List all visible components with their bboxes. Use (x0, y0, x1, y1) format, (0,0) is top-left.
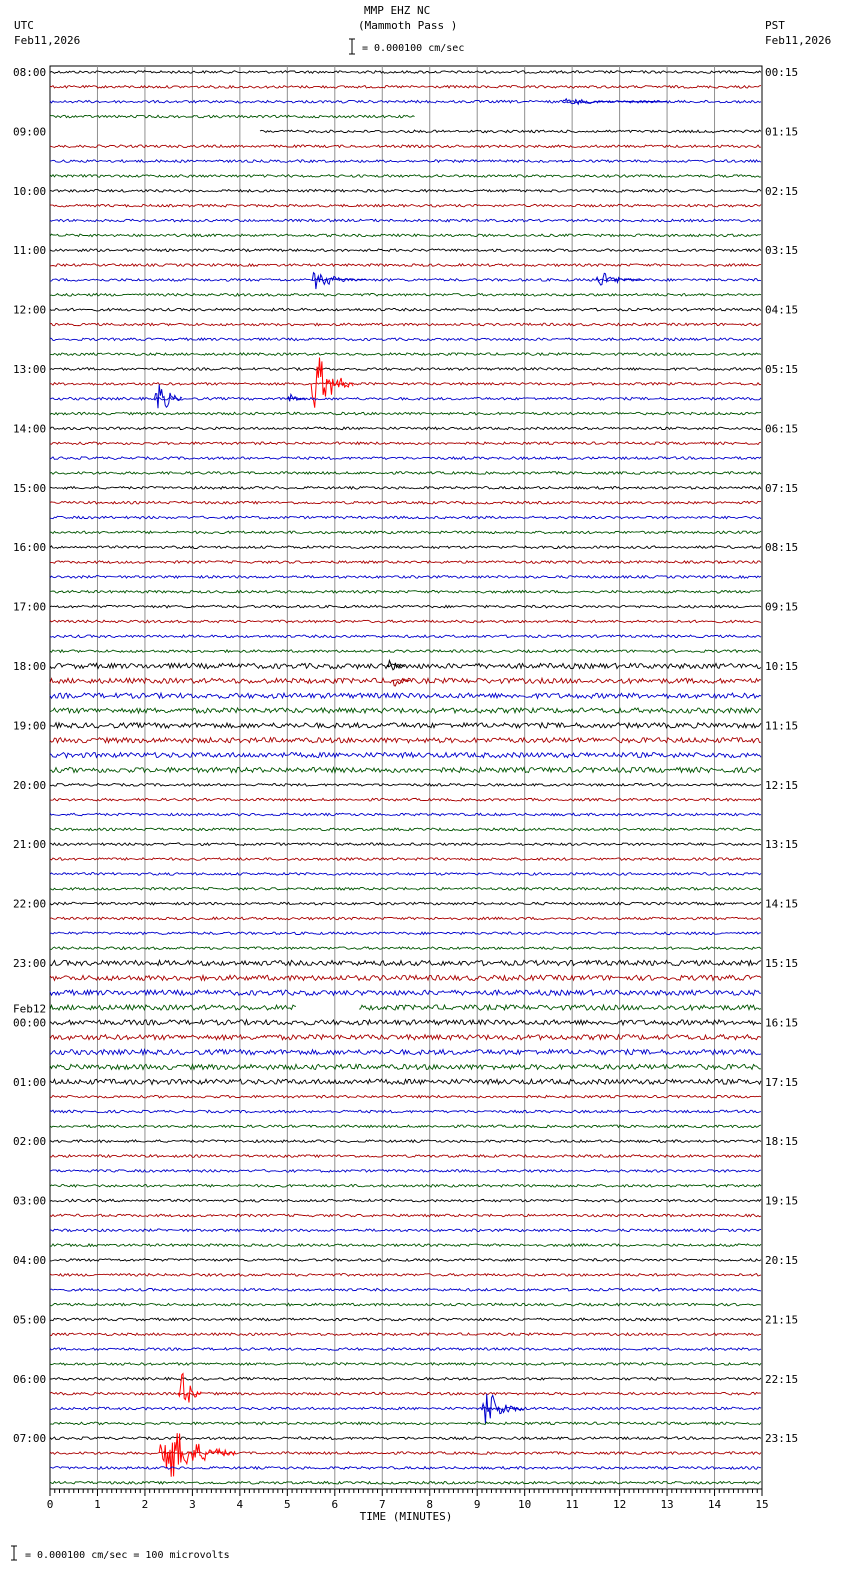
trace-line (50, 1079, 761, 1084)
trace-line (50, 294, 761, 297)
trace-line (50, 308, 761, 311)
event-waveform (311, 273, 367, 289)
trace-line (50, 990, 761, 995)
utc-hour-label: 10:00 (13, 184, 47, 198)
trace-line (50, 1035, 761, 1040)
pst-hour-label: 12:15 (765, 778, 799, 792)
pst-hour-label: 22:15 (765, 1372, 799, 1386)
trace-line (50, 368, 761, 371)
x-tick-label: 1 (94, 1498, 101, 1511)
trace-line (50, 708, 761, 713)
utc-hour-label: 14:00 (13, 422, 47, 436)
trace-line (50, 1095, 761, 1098)
event-waveform (287, 394, 305, 401)
utc-hour-label: 21:00 (13, 838, 47, 852)
pst-hour-label: 11:15 (765, 719, 799, 733)
trace-line (50, 501, 761, 504)
event-waveform (159, 1433, 235, 1477)
utc-date-label: Feb12 (13, 1002, 47, 1016)
x-tick-label: 15 (755, 1498, 769, 1511)
x-tick-label: 8 (426, 1498, 434, 1511)
trace-line (50, 1348, 761, 1351)
trace-line (50, 858, 761, 861)
trace-line (50, 591, 761, 594)
pst-hour-label: 01:15 (765, 125, 799, 139)
utc-hour-label: 22:00 (13, 897, 47, 911)
utc-hour-label: 18:00 (13, 660, 47, 673)
trace-line (50, 1170, 761, 1173)
trace-line (50, 902, 761, 905)
event-waveform (178, 1374, 201, 1403)
x-tick-label: 6 (331, 1498, 339, 1511)
trace-line (50, 693, 761, 698)
trace-line (50, 1050, 761, 1055)
x-axis-label: TIME (MINUTES) (359, 1510, 453, 1523)
trace-line (50, 1199, 761, 1202)
utc-hour-label: 01:00 (13, 1075, 47, 1089)
utc-hour-label: 02:00 (13, 1135, 47, 1149)
station-title: MMP EHZ NC (364, 4, 431, 17)
trace-line (50, 620, 761, 623)
pst-hour-label: 08:15 (765, 541, 799, 555)
pst-hour-label: 18:15 (765, 1135, 799, 1149)
trace-line (50, 932, 761, 935)
trace-line (50, 338, 761, 341)
utc-hour-label: 08:00 (13, 66, 47, 79)
trace-line (50, 1244, 761, 1247)
trace-line (50, 1303, 761, 1306)
trace-line (50, 1452, 761, 1455)
trace-line (50, 487, 761, 490)
pst-hour-label: 09:15 (765, 600, 799, 614)
trace-line (50, 798, 761, 801)
right-date: Feb11,2026 (765, 34, 832, 47)
x-tick-label: 11 (565, 1498, 579, 1511)
x-tick-label: 10 (518, 1498, 532, 1511)
x-tick-label: 4 (236, 1498, 244, 1511)
trace-line (50, 1110, 761, 1113)
trace-line (50, 531, 761, 534)
trace-line (50, 249, 761, 252)
x-tick-label: 12 (612, 1498, 627, 1511)
pst-hour-label: 05:15 (765, 363, 799, 376)
trace-line (50, 204, 761, 207)
trace-line (50, 1274, 761, 1277)
trace-line (50, 219, 761, 222)
pst-hour-label: 10:15 (765, 660, 799, 673)
trace-line (50, 1407, 761, 1410)
trace-line (50, 1125, 761, 1128)
trace-line (50, 753, 761, 758)
pst-hour-label: 21:15 (765, 1313, 799, 1327)
pst-hour-label: 17:15 (765, 1075, 799, 1089)
pst-hour-label: 13:15 (765, 838, 799, 852)
utc-hour-label: 06:00 (13, 1372, 47, 1386)
trace-line (50, 1064, 761, 1069)
trace-line (50, 457, 761, 460)
pst-hour-label: 15:15 (765, 957, 799, 970)
x-tick-label: 7 (378, 1498, 386, 1511)
trace-line (50, 234, 761, 237)
trace-line (50, 1392, 761, 1395)
utc-hour-label: 12:00 (13, 303, 47, 317)
trace-line (50, 975, 761, 980)
trace-line (50, 678, 761, 683)
trace-line (50, 279, 761, 282)
trace-line (50, 873, 761, 876)
pst-hour-label: 00:15 (765, 66, 799, 79)
trace-line (50, 412, 761, 415)
utc-hour-label: 23:00 (13, 957, 47, 970)
x-tick-label: 5 (284, 1498, 291, 1511)
pst-hour-label: 16:15 (765, 1016, 799, 1030)
utc-hour-label: 00:00 (13, 1016, 47, 1030)
utc-hour-label: 11:00 (13, 244, 47, 258)
trace-line (50, 546, 761, 549)
trace-line (50, 160, 761, 163)
trace-line (50, 1378, 761, 1381)
utc-hour-label: 19:00 (13, 719, 47, 733)
utc-hour-label: 07:00 (13, 1432, 47, 1446)
trace-line (50, 71, 761, 74)
trace-line (50, 1259, 761, 1262)
trace-line (50, 1333, 761, 1336)
trace-line (50, 738, 761, 743)
trace-line (50, 1005, 761, 1010)
utc-hour-label: 17:00 (13, 600, 47, 614)
pst-hour-label: 04:15 (765, 303, 799, 317)
trace-line (50, 175, 761, 178)
trace-line (50, 516, 761, 519)
trace-line (50, 723, 761, 728)
trace-line (50, 650, 761, 653)
trace-line (50, 472, 761, 475)
x-tick-label: 14 (707, 1498, 722, 1511)
utc-hour-label: 13:00 (13, 363, 47, 376)
trace-line (50, 784, 761, 787)
utc-hour-label: 20:00 (13, 778, 47, 792)
trace-line (50, 888, 761, 891)
trace-line (50, 767, 761, 772)
trace-line (50, 442, 761, 445)
trace-line (50, 828, 761, 831)
utc-hour-label: 09:00 (13, 125, 47, 139)
event-waveform (387, 661, 405, 670)
trace-line (50, 960, 761, 965)
trace-line (50, 605, 761, 608)
station-location: (Mammoth Pass ) (358, 19, 458, 32)
trace-line (50, 1288, 761, 1291)
utc-hour-label: 03:00 (13, 1194, 47, 1208)
trace-line (50, 1214, 761, 1217)
pst-hour-label: 02:15 (765, 184, 799, 198)
trace-line (50, 1185, 761, 1188)
x-tick-label: 0 (46, 1498, 54, 1511)
trace-line (50, 947, 761, 950)
right-timezone: PST (765, 19, 785, 32)
trace-line (50, 1482, 761, 1485)
pst-hour-label: 19:15 (765, 1194, 799, 1208)
trace-line (50, 843, 761, 846)
pst-hour-label: 06:15 (765, 422, 799, 436)
trace-line (50, 1467, 761, 1470)
trace-line (50, 383, 761, 386)
trace-line (50, 1363, 761, 1366)
trace-line (50, 190, 761, 193)
trace-line (50, 1229, 761, 1232)
utc-hour-label: 05:00 (13, 1313, 47, 1327)
trace-line (50, 813, 761, 816)
trace-line (50, 561, 761, 564)
left-timezone: UTC (14, 19, 34, 32)
trace-line (50, 1437, 761, 1440)
trace-line (50, 635, 761, 638)
trace-line (50, 1020, 761, 1025)
trace-line (50, 86, 761, 89)
left-date: Feb11,2026 (14, 34, 81, 47)
x-tick-label: 9 (473, 1498, 481, 1511)
trace-line (50, 1318, 761, 1321)
x-tick-label: 3 (189, 1498, 196, 1511)
utc-hour-label: 16:00 (13, 541, 47, 555)
trace-line (50, 264, 761, 267)
trace-line (50, 1422, 761, 1425)
footer-scale-text: = 0.000100 cm/sec = 100 microvolts (25, 1550, 230, 1561)
trace-line (50, 663, 761, 668)
trace-line (50, 427, 761, 430)
trace-line (50, 323, 761, 326)
event-waveform (154, 385, 182, 409)
trace-line (50, 576, 761, 579)
x-tick-label: 2 (141, 1498, 149, 1511)
trace-line (50, 1155, 761, 1158)
pst-hour-label: 07:15 (765, 481, 799, 495)
utc-hour-label: 15:00 (13, 481, 47, 495)
trace-line (50, 353, 761, 356)
pst-hour-label: 23:15 (765, 1432, 799, 1446)
x-tick-label: 13 (660, 1498, 674, 1511)
scale-text: = 0.000100 cm/sec (362, 43, 465, 54)
trace-line (50, 145, 761, 148)
trace-line (50, 917, 761, 920)
pst-hour-label: 03:15 (765, 244, 799, 258)
pst-hour-label: 14:15 (765, 897, 799, 911)
trace-line (50, 115, 415, 118)
pst-hour-label: 20:15 (765, 1254, 799, 1267)
utc-hour-label: 04:00 (13, 1254, 47, 1267)
trace-line (50, 1140, 761, 1143)
